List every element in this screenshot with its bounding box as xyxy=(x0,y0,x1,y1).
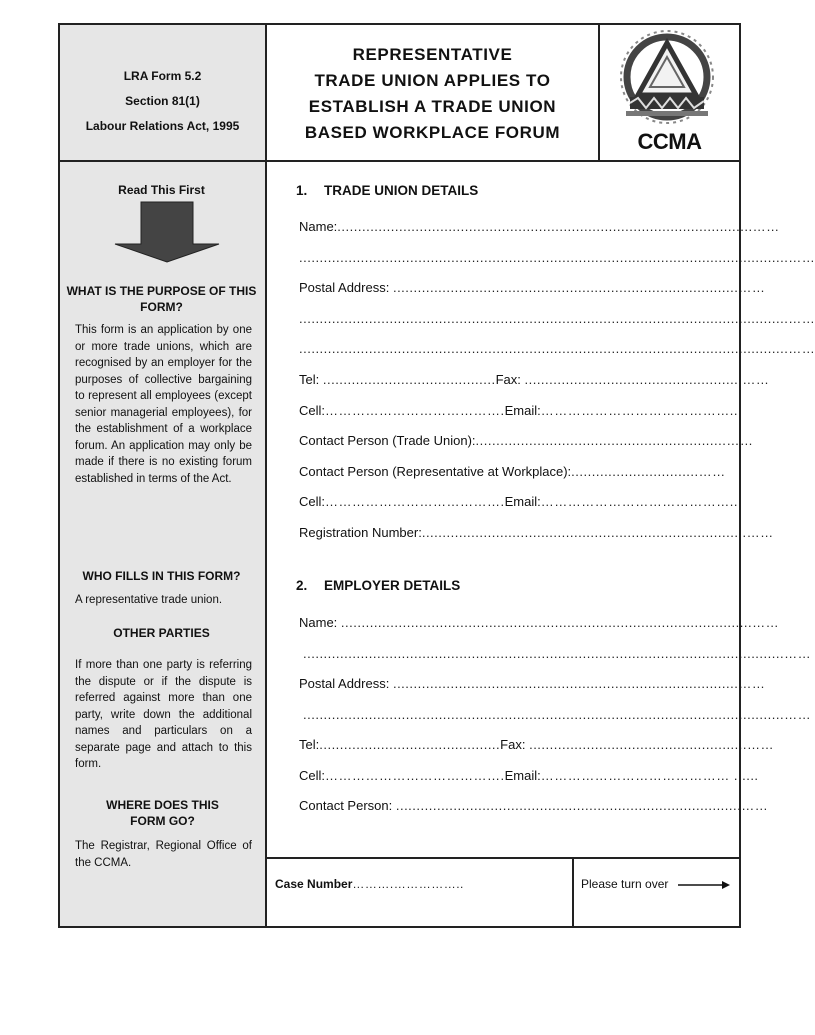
fax-label: Fax: xyxy=(500,737,526,752)
union-contact-field[interactable]: Contact Person (Trade Union):.............................................................…… xyxy=(299,433,754,448)
who-fills-heading: WHO FILLS IN THIS FORM? xyxy=(82,569,241,583)
fill-line: .......................................................................................................................…… xyxy=(299,341,815,356)
tel-label: Tel: xyxy=(299,737,320,752)
section-number: 2. xyxy=(296,578,308,593)
turn-over-text: Please turn over xyxy=(581,877,669,891)
section-title-text: EMPLOYER DETAILS xyxy=(324,578,461,593)
email-label: Email: xyxy=(504,403,541,418)
fill-line: .......................................................................................................................…… xyxy=(299,250,815,265)
employer-postal-field-2[interactable]: .....................................................................................................................…… xyxy=(303,707,812,722)
title-line-4: BASED WORKPLACE FORUM xyxy=(304,123,561,142)
tel-label: Tel: xyxy=(299,372,320,387)
where-heading: WHERE DOES THIS FORM GO? xyxy=(106,798,219,828)
employer-postal-field[interactable]: Postal Address: ....................................................................................…… xyxy=(299,676,766,691)
title-line-3: ESTABLISH A TRADE UNION xyxy=(308,97,557,116)
case-number-label: Case Number xyxy=(275,877,353,891)
form-footer xyxy=(267,857,739,926)
union-name-field[interactable] xyxy=(299,219,780,237)
where-text: The Registrar, Regional Office of the CCMA. xyxy=(75,840,252,869)
instructions-sidebar xyxy=(60,162,267,926)
field-label: Postal Address: xyxy=(299,280,390,295)
field-label: Contact Person (Trade Union): xyxy=(299,433,476,448)
employer-name-field[interactable]: Name: ....................................................................................................…… xyxy=(299,615,780,630)
email-label: Email: xyxy=(504,768,541,783)
form-reference-box xyxy=(60,25,267,162)
form-section: Section 81(1) xyxy=(125,94,200,108)
title-line-2: TRADE UNION APPLIES TO xyxy=(314,71,551,90)
section-title-text: TRADE UNION DETAILS xyxy=(324,183,479,198)
other-parties-heading: OTHER PARTIES xyxy=(113,626,210,640)
read-first-heading: Read This First xyxy=(118,183,205,197)
right-arrow-icon xyxy=(678,880,730,890)
union-cell-email-field-2[interactable]: Cell:………………………………….Email:…………………………………….. xyxy=(299,494,738,509)
purpose-text: This form is an application by one or more trade unions, which are recognised by an employer for the purposes of collective bargaining to represent all employees (except senior managerial employees), for the establishment of a workplace forum. An application may only be made if there is no existing forum established in terms of the Act. xyxy=(75,324,252,485)
cell-label: Cell: xyxy=(299,768,326,783)
ccma-logo-text: CCMA xyxy=(637,129,702,154)
field-label: Contact Person: xyxy=(299,798,393,813)
employer-cell-email-field[interactable]: Cell:………………………………….Email:…………………………………… ...... xyxy=(299,768,759,783)
fill-line: .......................................................................................................................…… xyxy=(299,311,815,326)
field-label: Name: xyxy=(299,615,338,630)
form-act: Labour Relations Act, 1995 xyxy=(85,119,240,133)
union-postal-field-3[interactable] xyxy=(299,341,815,359)
cell-label: Cell: xyxy=(299,403,326,418)
form-title-box xyxy=(267,25,600,162)
union-name-field-cont[interactable] xyxy=(299,250,815,268)
down-arrow-icon xyxy=(113,202,221,262)
section-number: 1. xyxy=(296,183,308,198)
trade-union-section-title xyxy=(296,183,478,198)
fill-line: ....................................................................................…… xyxy=(392,280,766,295)
field-label: Contact Person (Representative at Workplace): xyxy=(299,464,572,479)
field-label: Registration Number: xyxy=(299,525,422,540)
employer-tel-fax-field[interactable]: Tel:............................................Fax: .....................................................…… xyxy=(299,737,775,752)
union-postal-field-2[interactable] xyxy=(299,311,815,329)
title-line-1: REPRESENTATIVE xyxy=(352,45,513,64)
union-tel-fax-field[interactable]: Tel: ..........................................Fax: .....................................................…… xyxy=(299,372,770,387)
form-frame xyxy=(58,23,815,928)
union-postal-field[interactable] xyxy=(299,280,766,298)
ccma-logo xyxy=(600,25,739,162)
who-fills-text: A representative trade union. xyxy=(75,594,223,606)
field-label: Name: xyxy=(299,219,338,234)
case-number-field[interactable]: Case Number……….…………….. xyxy=(267,859,574,926)
employer-name-field-cont[interactable]: .....................................................................................................................…… xyxy=(303,646,812,661)
email-label: Email: xyxy=(504,494,541,509)
union-cell-email-field[interactable]: Cell:………………………………….Email:…………………………………….. xyxy=(299,403,738,418)
fill-line: .....................................................................................................…… xyxy=(337,219,780,234)
fax-label: Fax: xyxy=(495,372,521,387)
cell-label: Cell: xyxy=(299,494,326,509)
turn-over-note xyxy=(574,859,739,926)
union-registration-field[interactable]: Registration Number:...............................................................................…… xyxy=(299,525,774,540)
form-body xyxy=(267,162,815,857)
other-parties-text: If more than one party is referring the dispute or if the dispute is referred against more than one party, write down the additional names and particulars on a separate page and attach to this form. xyxy=(75,659,252,770)
employer-section-title xyxy=(296,578,460,593)
purpose-heading: WHAT IS THE PURPOSE OF THIS FORM? xyxy=(66,284,257,314)
union-rep-contact-field[interactable]: Contact Person (Representative at Workplace):...............................…… xyxy=(299,464,726,479)
employer-contact-field[interactable]: Contact Person: ....................................................................................…… xyxy=(299,798,769,813)
field-label: Postal Address: xyxy=(299,676,390,691)
form-number: LRA Form 5.2 xyxy=(123,69,202,83)
